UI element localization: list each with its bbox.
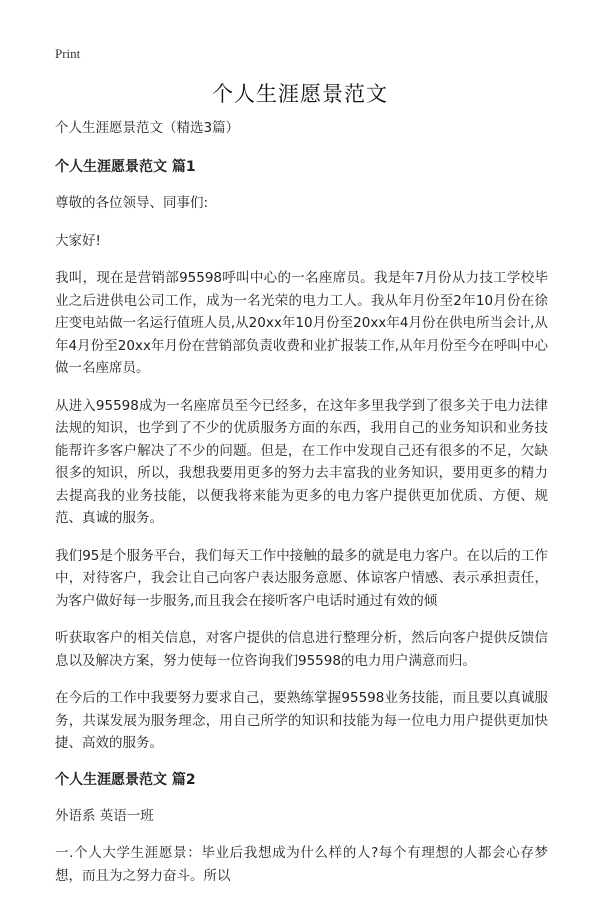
section-1-paragraph: 在今后的工作中我要努力要求自己，要熟练掌握95598业务技能，而且要以真诚服务，共谋发展为服务理念，用自己所学的知识和技能为每一位电力用户提供更加快捷、高效的服务。 xyxy=(55,690,548,751)
section-2-heading: 个人生涯愿景范文 篇2 xyxy=(55,771,196,788)
section-1-paragraph: 我们95是个服务平台，我们每天工作中接触的最多的就是电力客户。在以后的工作中，对待客户，我会让自己向客户表达服务意愿、体谅客户情感、表示承担责任，为客户做好每一步服务,而且我会在接听客户电话时通过有效的倾 xyxy=(55,547,548,609)
section-1-salutation: 尊敬的各位领导、同事们: xyxy=(55,195,209,211)
section-1-paragraph: 从进入95598成为一名座席员至今已经多，在这年多里我学到了很多关于电力法律法规的知识，也学到了不少的优质服务方面的东西，我用自己的业务知识和业务技能帮许多客户解决了不少的问题。但是，在工作中发现自己还有很多的不足，欠缺很多的知识，所以，我想我要用更多的努力去丰富我的业务知识，要用更多的精力去提高我的业务技能，以便我将来能为更多的电力客户提供更加优质、方便、规范、真诚的服务。 xyxy=(55,397,548,526)
document-body xyxy=(55,118,548,902)
section-2-class-line: 外语系 英语一班 xyxy=(55,807,154,824)
print-link[interactable]: Print xyxy=(55,46,81,61)
page-title: 个人生涯愿景范文 xyxy=(212,82,388,106)
section-1-paragraph: 我叫，现在是营销部95598呼叫中心的一名座席员。我是年7月份从力技工学校毕业之后进供电公司工作，成为一名光荣的电力工人。我从年月份至2年10月份在徐庄变电站做一名运行值班人员,从20xx年10月份至20xx年4月份在供电所当会计,从年4月份至20xx年月份在营销部负责收费和业扩报装工作,从年月份至今在呼叫中心做一名座席员。 xyxy=(55,270,548,376)
section-1-greeting: 大家好! xyxy=(55,232,101,249)
section-2-paragraph: 一.个人大学生涯愿景：毕业后我想成为什么样的人?每个有理想的人都会心存梦想，而且为之努力奋斗。所以 xyxy=(55,845,548,884)
section-1-heading: 个人生涯愿景范文 篇1 xyxy=(55,159,196,175)
document-subtitle: 个人生涯愿景范文（精选3篇） xyxy=(55,120,240,136)
section-1-paragraph: 听获取客户的相关信息，对客户提供的信息进行整理分析，然后向客户提供反馈信息以及解决方案，努力使每一位咨询我们95598的电力用户满意而归。 xyxy=(55,630,548,669)
